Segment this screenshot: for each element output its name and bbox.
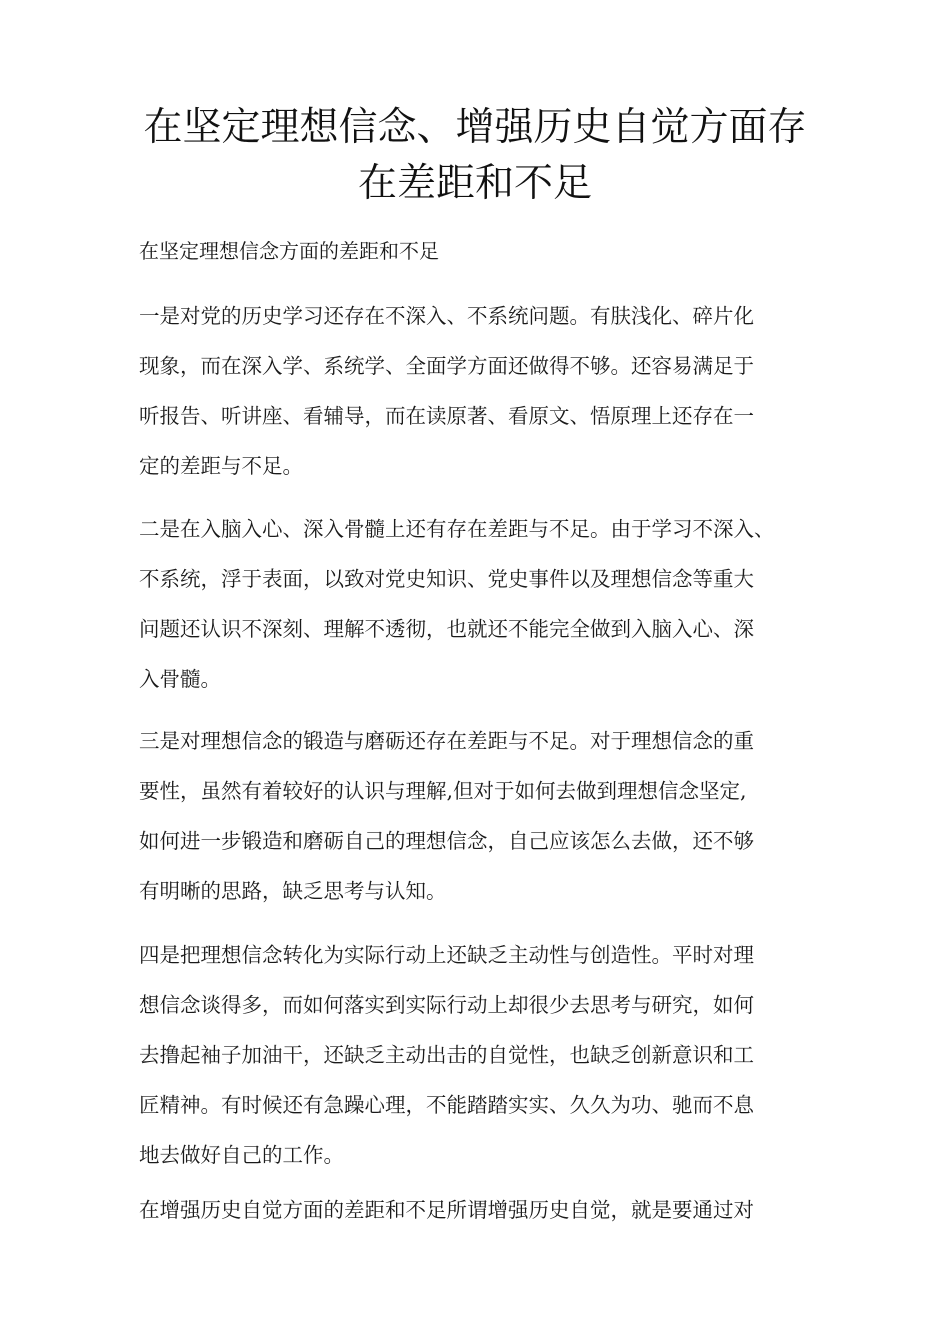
title-line: 在差距和不足 bbox=[357, 161, 592, 206]
text-line: 如何进一步锻造和磨砺自己的理想信念，自己应该怎么去做，还不够 bbox=[139, 829, 754, 853]
text-line: 有明晰的思路，缺乏思考与认知。 bbox=[139, 879, 447, 903]
text-line: 四是把理想信念转化为实际行动上还缺乏主动性与创造性。平时对理 bbox=[139, 943, 754, 967]
text-line: 要性，虽然有着较好的认识与理解,但对于如何去做到理想信念坚定, bbox=[139, 779, 747, 803]
text-line: 在增强历史自觉方面的差距和不足所谓增强历史自觉，就是要通过对 bbox=[139, 1198, 754, 1222]
text-line: 问题还认识不深刻、理解不透彻，也就还不能完全做到入脑入心、深 bbox=[139, 617, 754, 641]
text-line: 去撸起袖子加油干，还缺乏主动出击的自觉性，也缺乏创新意识和工 bbox=[139, 1043, 754, 1067]
text-line: 地去做好自己的工作。 bbox=[139, 1143, 344, 1167]
document-title bbox=[60, 100, 890, 212]
text-line: 不系统，浮于表面，以致对党史知识、党史事件以及理想信念等重大 bbox=[139, 567, 754, 591]
section-subheading: 在坚定理想信念方面的差距和不足 bbox=[139, 239, 439, 263]
text-line: 一是对党的历史学习还存在不深入、不系统问题。有肤浅化、碎片化 bbox=[139, 304, 754, 328]
text-line: 定的差距与不足。 bbox=[139, 454, 303, 478]
text-line: 二是在入脑入心、深入骨髓上还有存在差距与不足。由于学习不深入、 bbox=[139, 517, 775, 541]
text-line: 想信念谈得多，而如何落实到实际行动上却很少去思考与研究，如何 bbox=[139, 993, 754, 1017]
paragraph-4 bbox=[139, 930, 754, 1180]
paragraph-2 bbox=[139, 504, 775, 704]
paragraph-5 bbox=[139, 1185, 754, 1235]
text-line: 听报告、听讲座、看辅导，而在读原著、看原文、悟原理上还存在一 bbox=[139, 404, 754, 428]
text-line: 匠精神。有时候还有急躁心理，不能踏踏实实、久久为功、驰而不息 bbox=[139, 1093, 754, 1117]
paragraph-3 bbox=[139, 716, 754, 916]
text-line: 三是对理想信念的锻造与磨砺还存在差距与不足。对于理想信念的重 bbox=[139, 729, 754, 753]
text-line: 入骨髓。 bbox=[139, 667, 221, 691]
paragraph-1 bbox=[139, 291, 754, 491]
title-line: 在坚定理想信念、增强历史自觉方面存 bbox=[143, 105, 807, 150]
text-line: 现象，而在深入学、系统学、全面学方面还做得不够。还容易满足于 bbox=[139, 354, 754, 378]
